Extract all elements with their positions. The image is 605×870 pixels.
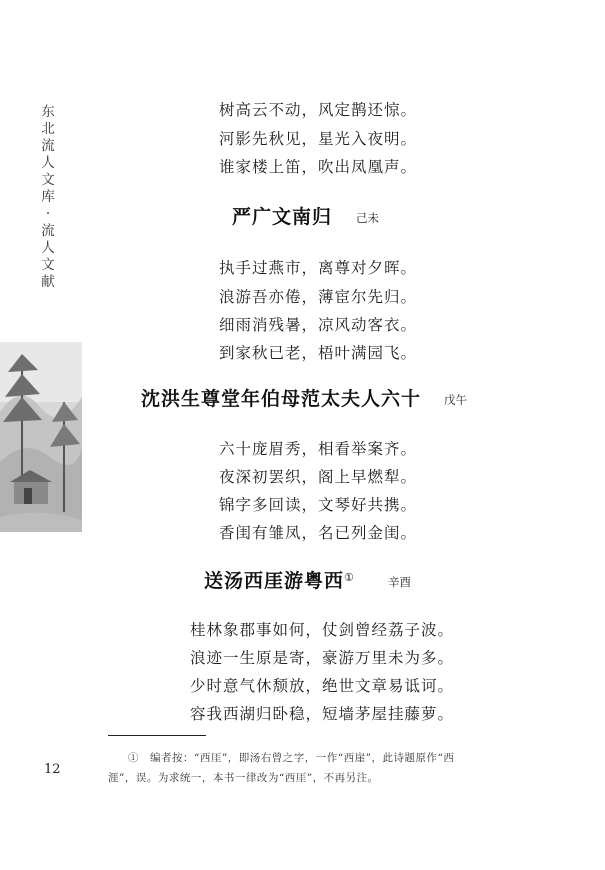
poem2-line: 执手过燕市，离尊对夕晖。 xyxy=(219,259,418,277)
poem2-line: 浪游吾亦倦，薄宦尔先归。 xyxy=(219,288,418,306)
poem3-line: 香闺有雏凤，名已列金闺。 xyxy=(219,524,418,542)
poem2-line: 到家秋已老，梧叶满园飞。 xyxy=(219,344,418,362)
footnote-divider xyxy=(108,735,206,736)
poem2-line: 细雨消残暑，凉风动客衣。 xyxy=(219,316,418,334)
poem4-line: 容我西湖归卧稳，短墙茅屋挂藤萝。 xyxy=(190,705,455,723)
page-number: 12 xyxy=(44,762,61,777)
poem1-line: 河影先秋见，星光入夜明。 xyxy=(219,130,418,148)
running-title: 东 北 流 人 文 库 · 流 人 文 献 xyxy=(41,104,55,290)
poem4-line: 浪迹一生原是寄，豪游万里未为多。 xyxy=(190,649,455,667)
poem3-date: 戊午 xyxy=(444,393,467,407)
poem2-date: 己未 xyxy=(356,211,379,225)
poem3-title: 沈洪生尊堂年伯母范太夫人六十 xyxy=(141,388,422,410)
poem1-line: 谁家楼上笛，吹出凤凰声。 xyxy=(219,158,418,176)
poem3-line: 六十庞眉秀，相看举案齐。 xyxy=(219,440,418,458)
poem4-line: 桂林象郡事如何，仗剑曾经荔子波。 xyxy=(190,621,455,639)
poem1-line: 树高云不动，风定鹊还惊。 xyxy=(219,101,418,119)
landscape-illustration xyxy=(0,342,82,532)
poem4-date: 辛酉 xyxy=(388,575,411,589)
footnote-line: 涯”，误。为求统一，本书一律改为“西厓”，不再另注。 xyxy=(108,772,379,784)
footnote-marker: ① xyxy=(344,571,355,584)
poem3-line: 锦字多回读，文琴好共携。 xyxy=(219,496,418,514)
footnote-line: ① 编者按：“西厓”，即汤右曾之字，一作“西崖”，此诗题原作“西 xyxy=(128,752,455,764)
poem4-title: 送汤西厓游粤西① xyxy=(204,570,355,592)
poem2-title: 严广文南归 xyxy=(232,206,333,228)
poem3-line: 夜深初罢织，阁上早燃犁。 xyxy=(219,468,418,486)
poem4-line: 少时意气休颓放，绝世文章易诋诃。 xyxy=(190,677,455,695)
